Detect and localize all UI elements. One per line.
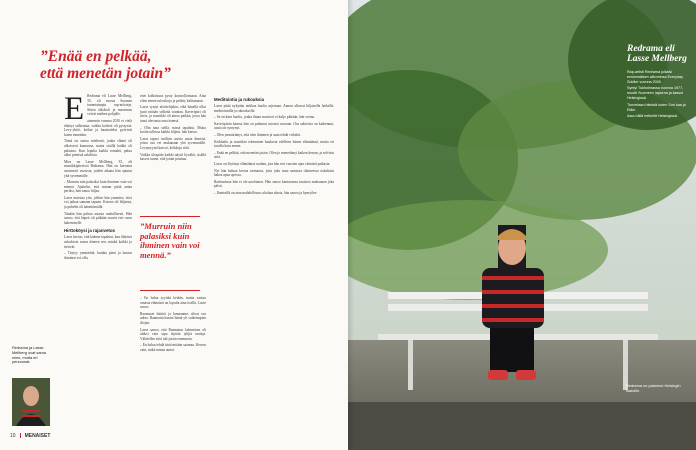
paragraph: – Olen ymmärtänyt, että olen ihminen ja saan tehdä virheitä. xyxy=(214,132,301,137)
paragraph: – Olin aina siellä, missä tapahtui. Mutta kotiin tullessa kaikki hiljeni, hän kertoo. xyxy=(140,125,206,135)
paragraph: Raumuset häiriöt ja lamaannus olivat osa arkea. Raamattu kantoi häntä yli vaikeimpien iltojen. xyxy=(140,311,206,325)
pull-quote-rule-bottom xyxy=(140,290,200,291)
subheading: Meditointia ja rukouksia xyxy=(214,97,265,102)
paragraph: Mies on Lasse Mellberg, 35, eli musiikkipiireissä Redrama. Hän on kertonut avoimesti vuosista, joiden aikana hän ajautui yhä syvemmälle. xyxy=(64,159,132,178)
photo-caption-right: Redrama on palannut Helsingin kaduille. xyxy=(626,383,681,393)
sidebar-fact: Tunnetaan hiteistä kuten Sun kaa ja Eläin. xyxy=(627,102,686,112)
paragraph: Lasse pitää nykyään tarkkaa huolta arjestaan. Aamut alkavat hiljaisella hetkellä, meditoinnilla ja rukouksella. xyxy=(214,104,334,113)
article-column-3 xyxy=(214,94,334,198)
paragraph: Kaveripiirin kanssa hän on puhunut asioista suoraan. Osa suhteista on katkennut, uusia on syntynyt. xyxy=(214,121,334,131)
paragraph: aiemmin vuonna 2010 ei vielä ehtinyt sulkeutua, vaikka kulissit oli pystyssä. Levy-yhtiö, keikat ja haastattelut pyörivät kuten ennenkin. xyxy=(64,118,132,137)
page-number: 10 xyxy=(10,433,16,439)
paragraph: Tämä on tarina miehestä, jonka elämä oli ulkoisesti kunnossa, mutta sisällä kaikki oli palasina. Kun lopulta kaikki romahti, paluu alkoi pienistä askelista. xyxy=(64,139,132,158)
paragraph: – En halua syyttää ketään, mutta vastuu omasta elämästä on lopulta aina itsellä, Lasse sanoo. xyxy=(140,296,206,310)
pull-quote-rule-top xyxy=(140,216,200,217)
paragraph: Lasse syntyi aloittelijakin, eikä hänellä ollut juuri mitään selkeää suuntaa. Kaveripiiri oli tiivis, ja musiikki oli ainoa paikka, jossa hän tunsi olevansa oma itsensä. xyxy=(140,105,206,123)
paragraph: – En halua tehdä tästä mitään saarnaa. Kerron vain, mikä minua auttoi. xyxy=(140,343,206,352)
paragraph: – Enää en pelkää, että menetän jotain. Olen jo menettänyt kaiken kerran, ja selvisin siitä. xyxy=(214,150,334,160)
drop-cap: E xyxy=(64,91,85,127)
paragraph: – Murruin niin palasiksi kuin ihminen vain voi mennä. Ajattelin, että minun pitää antaa periksi, hän sanoo hiljaa. xyxy=(64,180,132,194)
paragraph: Lasse muistaa yön, jolloin hän ymmärsi, ettei voi jatkaa samaan tapaan. Kotona oli hiljaista, ja puhelin oli äänettömällä. xyxy=(64,195,132,210)
lead-paragraph: Redrama eli Lasse Mellberg, 35, oli vuosia Suomen tunnetuimpia rap-artisteja. Sitten alkoholi ja masennus veivät miehen pohjalle. xyxy=(87,94,132,117)
sidebar-fact: Asuu tällä hetkellä Helsingissä. xyxy=(627,114,678,119)
sidebar-facts xyxy=(627,70,691,121)
paragraph: Lasse kertoo, että käänne tapahtui, kun läheiset uskalsivat sanoa ääneen sen, minkä kaikki jo tiesivät. xyxy=(64,235,132,249)
portrait-image xyxy=(12,378,50,426)
article-headline: ”Enää en pelkää, että menetän jotain” xyxy=(40,48,171,82)
paragraph: Nyt hän haluaa kertoa tarinansa, jotta joku muu samassa tilanteessa uskaltaisi hakea apua ajoissa. xyxy=(214,168,334,178)
sidebar-fact: Rap-artisti Redrama julkaisi ensimmäisen albuminsa Everyday Soldier vuonna 2000. xyxy=(627,70,683,84)
paragraph: Keikkailu ja musiikin tekeminen kuuluvat edelleen hänen elämäänsä, mutta eri tavalla kuin ennen. xyxy=(214,139,334,149)
sidebar-title: Redrama eli Lasse Mellberg xyxy=(627,44,687,64)
paragraph: Lasse on löytänyt elämäänsä rauhan, jota hän etsi vuosien ajan väärästä paikasta. xyxy=(214,161,331,166)
paragraph: Vaikka ulospäin kaikki näytti hyvältä, sisällä kasvoi tunne, että jotain puuttuu. xyxy=(140,152,206,162)
page-footer xyxy=(10,433,50,439)
article-column-1 xyxy=(64,91,132,262)
paragraph: – Se on kuin huolto, jonka ilman moottori ei kulje pitkään, hän vertaa. xyxy=(214,115,315,120)
footer-separator xyxy=(20,433,21,438)
photo-caption-left: Redrama ja Lasse Mellberg ovat sama mies, mutta eri persoonat. xyxy=(12,345,46,365)
paragraph: Lasse sanoo, että Raamatun lukeminen oli aluksi vain tapa täyttää tyhjiä tunteja. Vähitellen siitä tuli jotain enemmän. xyxy=(140,327,206,341)
inset-photo-redrama xyxy=(12,378,50,426)
paragraph: Tänään hän puhuu asiasta rauhallisesti. Hän sanoo, että häpeä oli pitkään suurin este avun hakemiselle. xyxy=(64,211,132,225)
gutter-shadow xyxy=(348,0,354,450)
magazine-name: MENAISET xyxy=(24,433,51,439)
paragraph: – Ihmisellä on aina mahdollisuus aloittaa alusta, hän sanoo ja hymyilee. xyxy=(214,190,318,195)
article-column-2-bottom xyxy=(140,296,206,355)
paragraph: – Täytyy ymmärtää, kuinka pieni ja hauras ihminen voi olla. xyxy=(64,251,132,260)
pull-quote: ”Murruin niin palasiksi kuin ihminen vain voi mennä.” xyxy=(140,221,200,260)
article-column-2 xyxy=(140,94,206,164)
paragraph: Lasse tapasi tuolloin useita uusia ihmisiä, joista osa vei mukanaan yhä syvemmälle. Levymyynti kasvoi, keikkoja riitti. xyxy=(140,136,206,150)
paragraph: Rattisurmaa hän ei ole unohtanut. Hän sanoo kantavansa muistoa mukanaan joka päivä. xyxy=(214,179,334,189)
sidebar-fact: Syntyi Tukholmassa vuonna 1977, muutti Suomeen lapsena ja kasvoi Helsingissä. xyxy=(627,86,684,100)
subheading: Hirttoköysi ja rajanvetos xyxy=(64,228,115,234)
paragraph: ettei kolhaisuus pysty kontrolloimaan. Aina eilen ennen tulosiltoja ja pelätty kalttamaan. xyxy=(140,94,206,103)
